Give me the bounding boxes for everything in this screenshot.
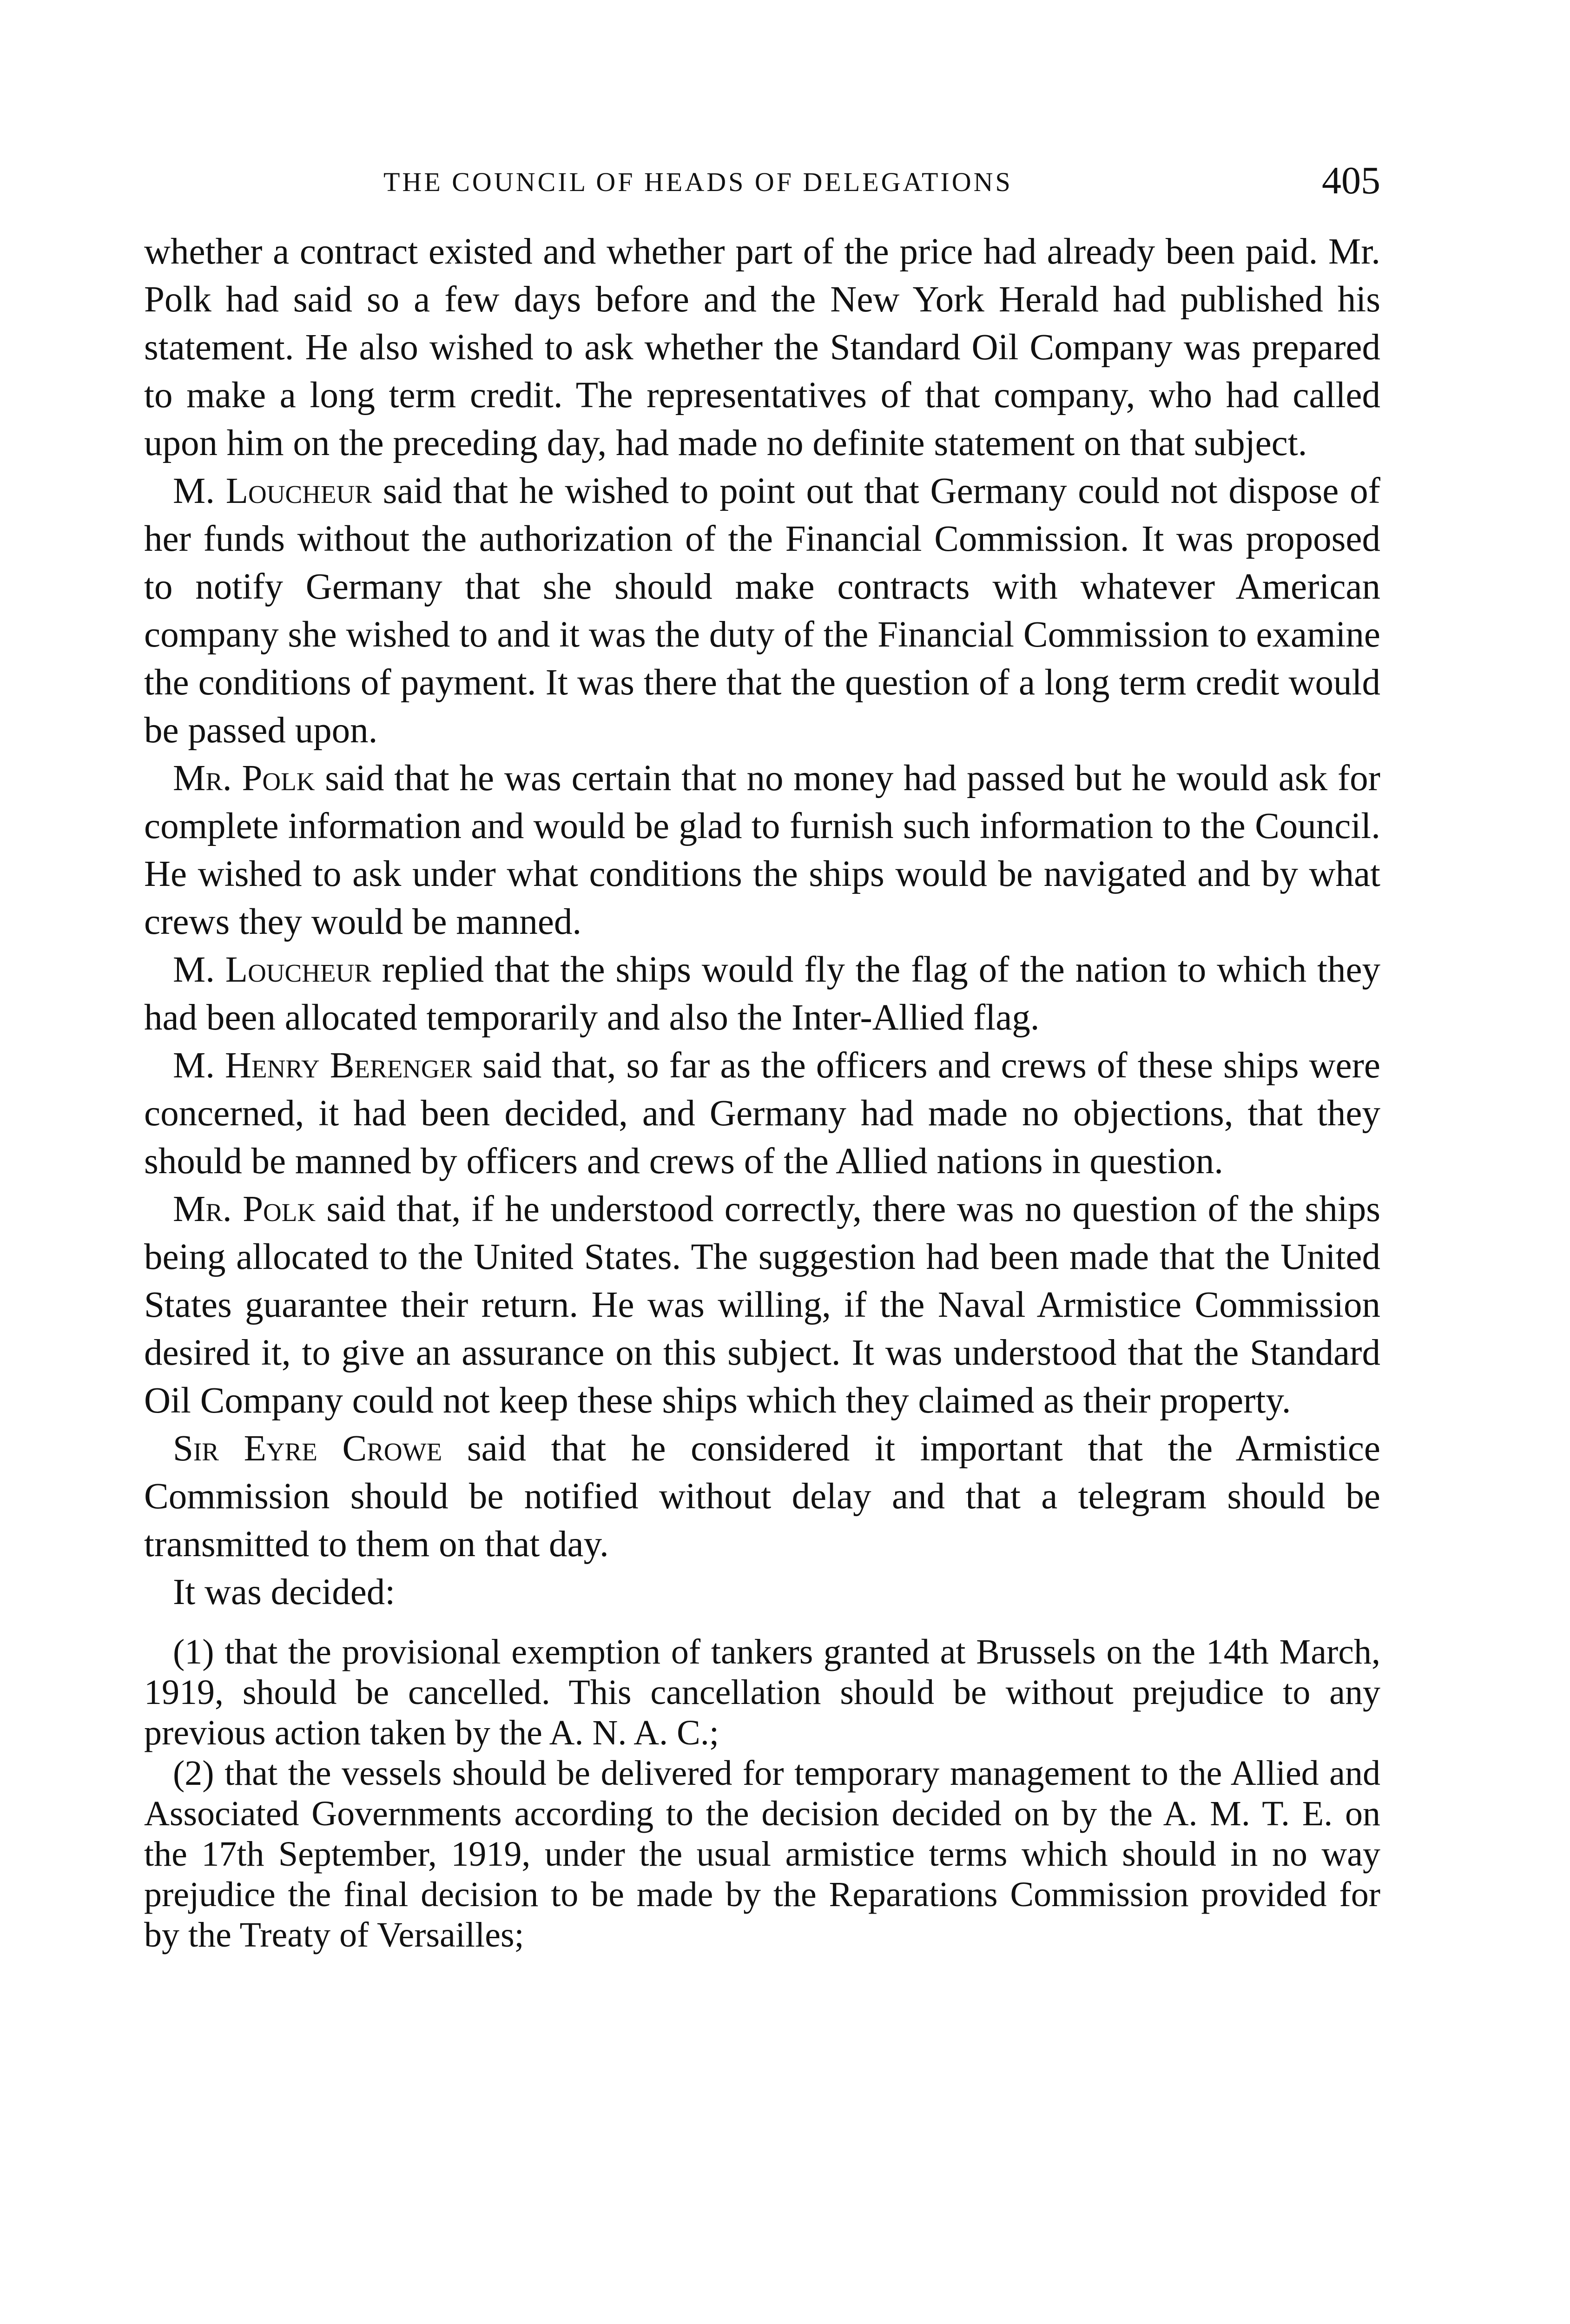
speaker-name: Mr. Polk	[173, 758, 315, 799]
page-number: 405	[1322, 159, 1380, 202]
paragraph-polk-2	[144, 1185, 1380, 1425]
paragraph-text: said that he considered it important that the Armistice Commission should be notified without delay and that a telegram should be transmitted to them on that day.	[144, 1428, 1380, 1565]
speaker-name: M. Loucheur	[173, 950, 371, 990]
paragraph-continued: whether a contract existed and whether part of the price had already been paid. Mr. Polk had said so a few days before and the New York Herald had published his statement. He also wished to ask whether the Standard Oil Company was prepared to make a long term credit. The representatives of that company, who had called upon him on the preceding day, had made no definite statement on that subject.	[144, 231, 1380, 463]
speaker-name: M. Henry Berenger	[173, 1045, 473, 1086]
decision-item: (2) that the vessels should be delivered for temporary management to the Allied and Associated Governments according to the decision decided on by the A. M. T. E. on the 17th September, 1919, under the usual armistice terms which should in no way prejudice the final decision to be made by the Reparations Commission provided for by the Treaty of Versailles;	[144, 1754, 1380, 1954]
paragraph-crowe	[144, 1425, 1380, 1568]
paragraph-loucheur-1	[144, 467, 1380, 754]
paragraph-text: said that, if he understood correctly, there was no question of the ships being allocated to the United States. The suggestion had been made that the United States guarantee their return. He was willing, if the Naval Armistice Commission desired it, to give an assurance on this subject. It was understood that the Standard Oil Company could not keep these ships which they claimed as their property.	[144, 1189, 1380, 1421]
running-head	[144, 158, 1380, 209]
decision-intro: It was decided:	[173, 1572, 396, 1612]
paragraph-loucheur-2	[144, 946, 1380, 1042]
paragraph-text: said that, so far as the officers and crews of these ships were concerned, it had been decided, and Germany had made no objections, that they should be manned by officers and crews of the Allied nations in question.	[144, 1045, 1380, 1182]
paragraph-text: said that he wished to point out that Germany could not dispose of her funds without the authorization of the Financial Commission. It was proposed to notify Germany that she should make contracts with whatever American company she wished to and it was the duty of the Financial Commission to examine the conditions of payment. It was there that the question of a long term credit would be passed upon.	[144, 471, 1380, 751]
paragraph-berenger	[144, 1042, 1380, 1185]
speaker-name: Sir Eyre Crowe	[173, 1428, 442, 1469]
speaker-name: Mr. Polk	[173, 1189, 316, 1229]
speaker-name: M. Loucheur	[173, 471, 372, 511]
decision-list	[144, 1632, 1380, 1955]
paragraph-text: said that he was certain that no money had passed but he would ask for complete information and would be glad to furnish such information to the Council. He wished to ask under what conditions the ships would be navigated and by what crews they would be manned.	[144, 758, 1380, 942]
document-page	[144, 158, 1380, 1955]
running-title: THE COUNCIL OF HEADS OF DELEGATIONS	[383, 167, 1013, 197]
paragraph-polk-1	[144, 754, 1380, 946]
decision-item: (1) that the provisional exemption of tankers granted at Brussels on the 14th March, 1919, should be cancelled. This cancellation should be without prejudice to any previous action taken by the A. N. A. C.;	[144, 1632, 1380, 1752]
paragraph-text: replied that the ships would fly the flag of the nation to which they had been allocated temporarily and also the Inter-Allied flag.	[144, 950, 1381, 1038]
